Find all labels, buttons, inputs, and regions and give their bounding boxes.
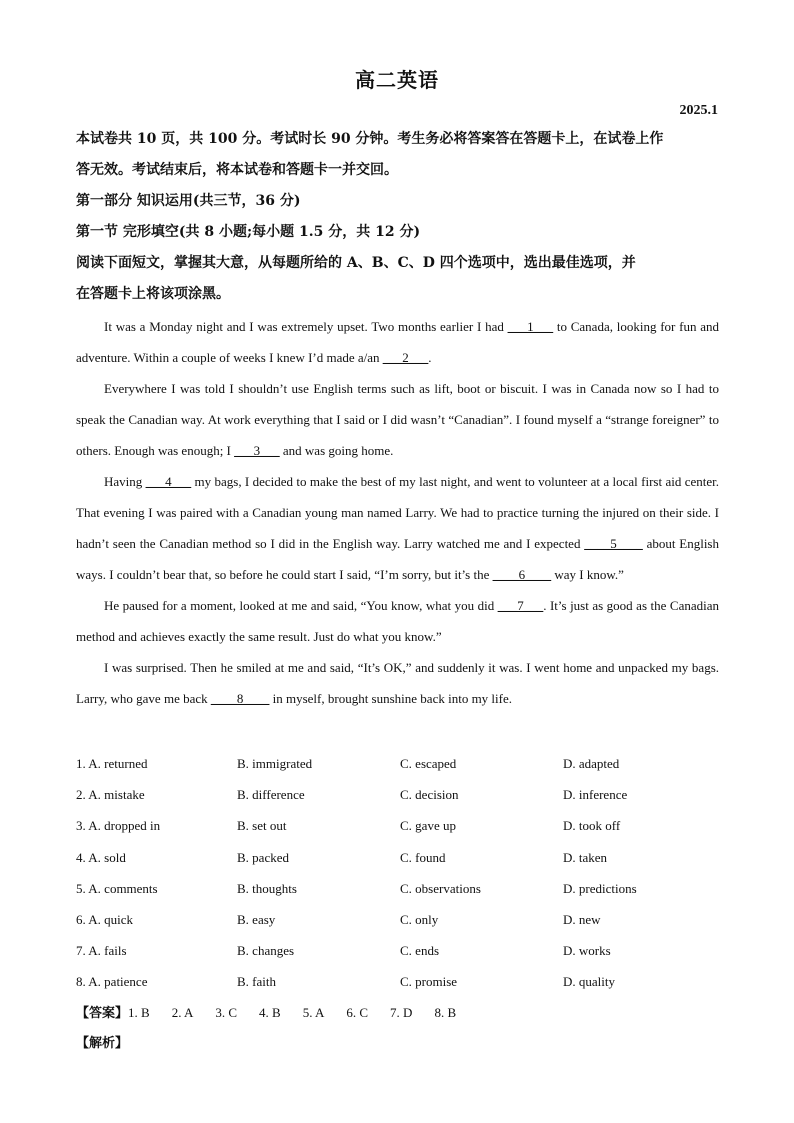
passage-paragraph-4 bbox=[76, 590, 719, 652]
answer-label: 【答案】 bbox=[76, 1006, 129, 1021]
option-row bbox=[76, 935, 722, 966]
option-b: B. easy bbox=[237, 911, 276, 927]
option-d: D. new bbox=[563, 911, 601, 927]
option-c: C. decision bbox=[400, 787, 459, 803]
option-b: B. changes bbox=[237, 943, 295, 959]
blank-5: ____5____ bbox=[584, 536, 643, 551]
option-row bbox=[76, 966, 722, 997]
option-a: 7. A. fails bbox=[76, 943, 127, 959]
passage-text: way I know.” bbox=[551, 567, 624, 582]
passage-text: about English ways. I couldn’t bear that, so before he could start I said, “I’m sorry, but it’s the bbox=[76, 536, 719, 582]
blank-8: ____8____ bbox=[210, 691, 270, 706]
option-a: 4. A. sold bbox=[76, 849, 126, 865]
passage-paragraph-5 bbox=[76, 652, 719, 714]
answer-item: 3. C bbox=[215, 1005, 238, 1020]
option-b: B. faith bbox=[237, 974, 276, 990]
option-c: C. only bbox=[400, 911, 439, 927]
blank-7: ___7___ bbox=[497, 598, 544, 613]
direction-line-2: 在答题卡上将该项涂黑。 bbox=[76, 286, 230, 302]
blank-1: ___1___ bbox=[507, 319, 554, 334]
option-d: D. inference bbox=[563, 787, 628, 803]
passage-text: and was going home. bbox=[279, 443, 394, 458]
answer-options bbox=[76, 748, 722, 998]
passage-text: my bags, I decided to make the best of my last night, and went to volunteer at a local first aid center. That evening I was paired with a Canadian young man named Larry. We had to practice turning the injured on their side. I hadn’t seen the Canadian method so I did in the English way. Larry watched me and I expected bbox=[76, 474, 719, 551]
option-d: D. predictions bbox=[563, 880, 637, 896]
passage-text: He paused for a moment, looked at me and said, “You know, what you did bbox=[104, 598, 498, 613]
option-a: 5. A. comments bbox=[76, 880, 158, 896]
passage-text: . bbox=[428, 350, 432, 365]
passage-text: Having bbox=[104, 474, 146, 489]
section-heading: 第一节 完形填空(共 8 小题;每小题 1.5 分，共 12 分) bbox=[76, 224, 421, 240]
answer-item: 6. C bbox=[346, 1005, 369, 1020]
answer-item: 5. A bbox=[302, 1005, 325, 1020]
option-d: D. taken bbox=[563, 849, 608, 865]
part-heading: 第一部分 知识运用(共三节，36 分) bbox=[76, 193, 301, 209]
option-b: B. difference bbox=[237, 787, 305, 803]
option-c: C. gave up bbox=[400, 818, 456, 834]
instruction-line-1: 本试卷共 10 页，共 100 分。考试时长 90 分钟。考生务必将答案答在答题卡上，在试卷上作 bbox=[76, 131, 664, 147]
answer-item: 2. A bbox=[171, 1005, 194, 1020]
option-c: C. escaped bbox=[400, 756, 457, 771]
exam-date: 2025.1 bbox=[679, 103, 718, 118]
option-d: D. adapted bbox=[563, 756, 620, 771]
option-row bbox=[76, 748, 722, 779]
option-c: C. observations bbox=[400, 880, 481, 896]
answer-item: 8. B bbox=[434, 1005, 457, 1020]
passage-text: . It’s just as good as the Canadian method and achieves exactly the same result. Just do what you know.” bbox=[76, 598, 719, 644]
option-b: B. immigrated bbox=[237, 756, 313, 771]
option-c: C. ends bbox=[400, 943, 439, 959]
page-title: 高二英语 bbox=[355, 68, 439, 92]
option-d: D. works bbox=[563, 943, 611, 959]
option-b: B. thoughts bbox=[237, 880, 297, 896]
option-b: B. packed bbox=[237, 849, 289, 865]
option-d: D. quality bbox=[563, 974, 615, 990]
direction-line-1: 阅读下面短文，掌握其大意，从每题所给的 A、B、C、D 四个选项中，选出最佳选项，并 bbox=[76, 255, 636, 271]
passage-text: to Canada, looking for fun and adventure. Within a couple of weeks I knew I’d made a/an bbox=[76, 319, 719, 365]
cloze-passage bbox=[76, 311, 719, 714]
passage-text: Everywhere I was told I shouldn’t use English terms such as lift, boot or biscuit. I was in Canada now so I had to speak the Canadian way. At work everything that I said or I did wasn’t “Canadian”. I found myself a “strange foreigner” to others. Enough was enough; I bbox=[76, 381, 719, 458]
passage-paragraph-2 bbox=[76, 373, 719, 466]
analysis-label: 【解析】 bbox=[76, 1036, 129, 1051]
blank-6: ____6____ bbox=[492, 567, 552, 582]
passage-text: It was a Monday night and I was extremely upset. Two months earlier I had bbox=[104, 319, 508, 334]
blank-4: ___4___ bbox=[145, 474, 192, 489]
blank-2: ___2___ bbox=[382, 350, 429, 365]
option-row bbox=[76, 779, 722, 810]
option-b: B. set out bbox=[237, 818, 287, 834]
option-c: C. found bbox=[400, 849, 446, 865]
option-row bbox=[76, 842, 722, 873]
instruction-line-2: 答无效。考试结束后，将本试卷和答题卡一并交回。 bbox=[76, 162, 398, 178]
option-row bbox=[76, 810, 722, 841]
option-a: 2. A. mistake bbox=[76, 787, 145, 803]
passage-text: I was surprised. Then he smiled at me and said, “It’s OK,” and suddenly it was. I went home and unpacked my bags. Larry, who gave me back bbox=[76, 660, 719, 706]
passage-paragraph-1 bbox=[76, 311, 719, 373]
answer-item: 1. B bbox=[128, 1005, 150, 1020]
option-row bbox=[76, 873, 722, 904]
option-a: 6. A. quick bbox=[76, 911, 134, 927]
option-a: 3. A. dropped in bbox=[76, 818, 161, 834]
answer-key bbox=[76, 997, 478, 1029]
option-d: D. took off bbox=[563, 818, 621, 834]
answer-item: 4. B bbox=[259, 1005, 281, 1020]
answer-item: 7. D bbox=[390, 1005, 413, 1020]
blank-3: ___3___ bbox=[234, 443, 280, 458]
option-row bbox=[76, 904, 722, 935]
option-a: 8. A. patience bbox=[76, 974, 148, 990]
option-a: 1. A. returned bbox=[76, 756, 148, 771]
passage-text: in myself, brought sunshine back into my life. bbox=[269, 691, 513, 706]
option-c: C. promise bbox=[400, 974, 458, 990]
passage-paragraph-3 bbox=[76, 466, 719, 590]
